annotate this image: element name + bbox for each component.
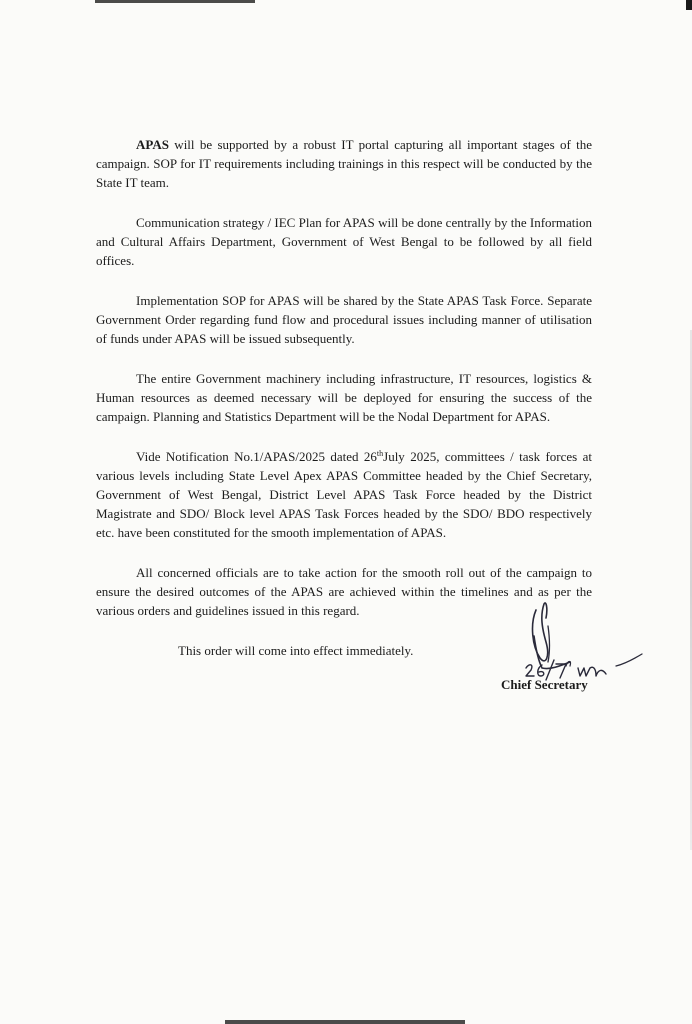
paragraph-implementation-sop: Implementation SOP for APAS will be shared by the State APAS Task Force. Separate Government Order regarding fund flow and procedural issues including manner of utilisation of funds under APAS will be issued subsequently. — [96, 293, 592, 346]
paragraph-text-before-sup: Vide Notification No.1/APAS/2025 dated 26 — [136, 449, 377, 464]
paragraph-it-portal — [96, 135, 592, 192]
paragraph-text: will be supported by a robust IT portal capturing all important stages of the campaign. SOP for IT requirements including trainings in this respect will be conducted by the State IT team. — [96, 137, 592, 190]
paragraph-government-machinery: The entire Government machinery including infrastructure, IT resources, logistics & Human resources as deemed necessary will be deployed for ensuring the success of the campaign. Planning and Statistics Department will be the Nodal Department for APAS. — [96, 371, 592, 424]
ordinal-suffix: th — [376, 449, 384, 458]
scan-edge-top — [95, 0, 255, 3]
paragraph-communication-strategy: Communication strategy / IEC Plan for APAS will be done centrally by the Information and Cultural Affairs Department, Government of West Bengal to be followed by all field offices. — [96, 215, 592, 268]
paragraph-notification — [96, 447, 592, 542]
effect-statement: This order will come into effect immediately. — [178, 643, 414, 658]
document-body — [96, 135, 592, 660]
paragraph-lead-bold: APAS — [136, 137, 169, 152]
signature-drawing — [520, 596, 650, 688]
paragraph-text-after-sup: July 2025, committees / task forces at various levels including State Level Apex APAS Committee headed by the Chief Secretary, Government of West Bengal, District Level APAS Task Force headed by the District Magistrate and SDO/ Block level APAS Task Forces headed by the SDO/ BDO respectively etc. have been constituted for the smooth implementation of APAS. — [96, 449, 592, 540]
scan-edge-bottom — [225, 1020, 465, 1024]
handwritten-signature — [520, 596, 650, 688]
signatory-title: Chief Secretary — [501, 677, 588, 692]
scan-corner-mark — [686, 0, 692, 10]
paragraph-concerned-officials: All concerned officials are to take action for the smooth roll out of the campaign to ensure the desired outcomes of the APAS are achieved within the timelines and as per the various orders and guidelines issued in this regard. — [96, 565, 592, 618]
